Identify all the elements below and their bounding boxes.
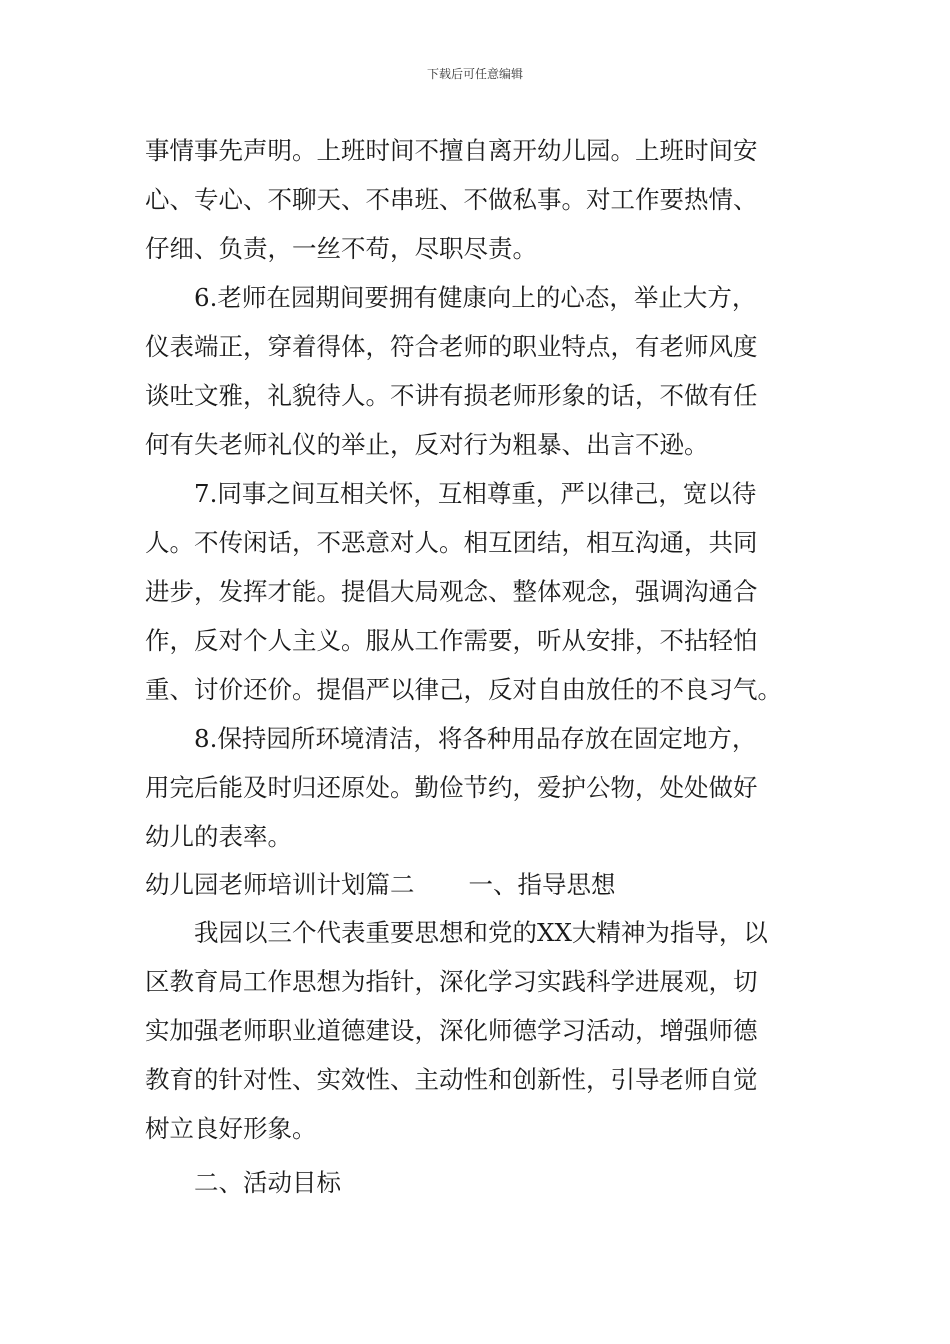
- text-line: 谈吐文雅，礼貌待人。不讲有损老师形象的话，不做有任: [145, 381, 758, 410]
- text-line: 用完后能及时归还原处。勤俭节约，爱护公物，处处做好: [145, 773, 758, 802]
- paragraph-item-6: [145, 273, 810, 469]
- text-line: 教育的针对性、实效性、主动性和创新性，引导老师自觉: [145, 1065, 758, 1094]
- text-line: 区教育局工作思想为指针，深化学习实践科学进展观，切: [145, 967, 758, 996]
- text-line: 作，反对个人主义。服从工作需要，听从安排，不拈轻怕: [145, 626, 758, 655]
- text-line: 实加强老师职业道德建设，深化师德学习活动，增强师德: [145, 1016, 758, 1045]
- section-title: 幼儿园老师培训计划篇二: [145, 870, 415, 899]
- text-line: 进步，发挥才能。提倡大局观念、整体观念，强调沟通合: [145, 577, 758, 606]
- paragraph-guiding-ideas: [145, 908, 810, 1153]
- text-line: 仔细、负责，一丝不苟，尽职尽责。: [145, 234, 537, 263]
- text-line: 6.老师在园期间要拥有健康向上的心态，举止大方，: [194, 283, 757, 312]
- section-subtitle: 一、指导思想: [468, 870, 616, 899]
- paragraph-continued: [145, 126, 810, 273]
- text-line: 仪表端正，穿着得体，符合老师的职业特点，有老师风度: [145, 332, 758, 361]
- text-line: 心、专心、不聊天、不串班、不做私事。对工作要热情、: [145, 185, 758, 214]
- text-line: 我园以三个代表重要思想和党的XX大精神为指导，以: [194, 918, 768, 947]
- text-line: 何有失老师礼仪的举止，反对行为粗暴、出言不逊。: [145, 430, 709, 459]
- paragraph-item-7: [145, 469, 810, 714]
- page-header-note: 下载后可任意编辑: [426, 67, 523, 81]
- text-line: 重、讨价还价。提倡严以律己，反对自由放任的不良习气。: [145, 675, 782, 704]
- text-line: 事情事先声明。上班时间不擅自离开幼儿园。上班时间安: [145, 136, 758, 165]
- text-line: 树立良好形象。: [145, 1114, 317, 1143]
- text-line: 8.保持园所环境清洁，将各种用品存放在固定地方，: [194, 724, 757, 753]
- section-heading: [145, 861, 810, 908]
- text-line: 幼儿的表率。: [145, 822, 292, 851]
- paragraph-item-8: [145, 714, 810, 861]
- next-section-heading: 二、活动目标: [194, 1168, 341, 1197]
- text-line: 7.同事之间互相关怀，互相尊重，严以律己，宽以待: [194, 479, 757, 508]
- document-body: [145, 126, 810, 1207]
- text-line: 人。不传闲话，不恶意对人。相互团结，相互沟通，共同: [145, 528, 758, 557]
